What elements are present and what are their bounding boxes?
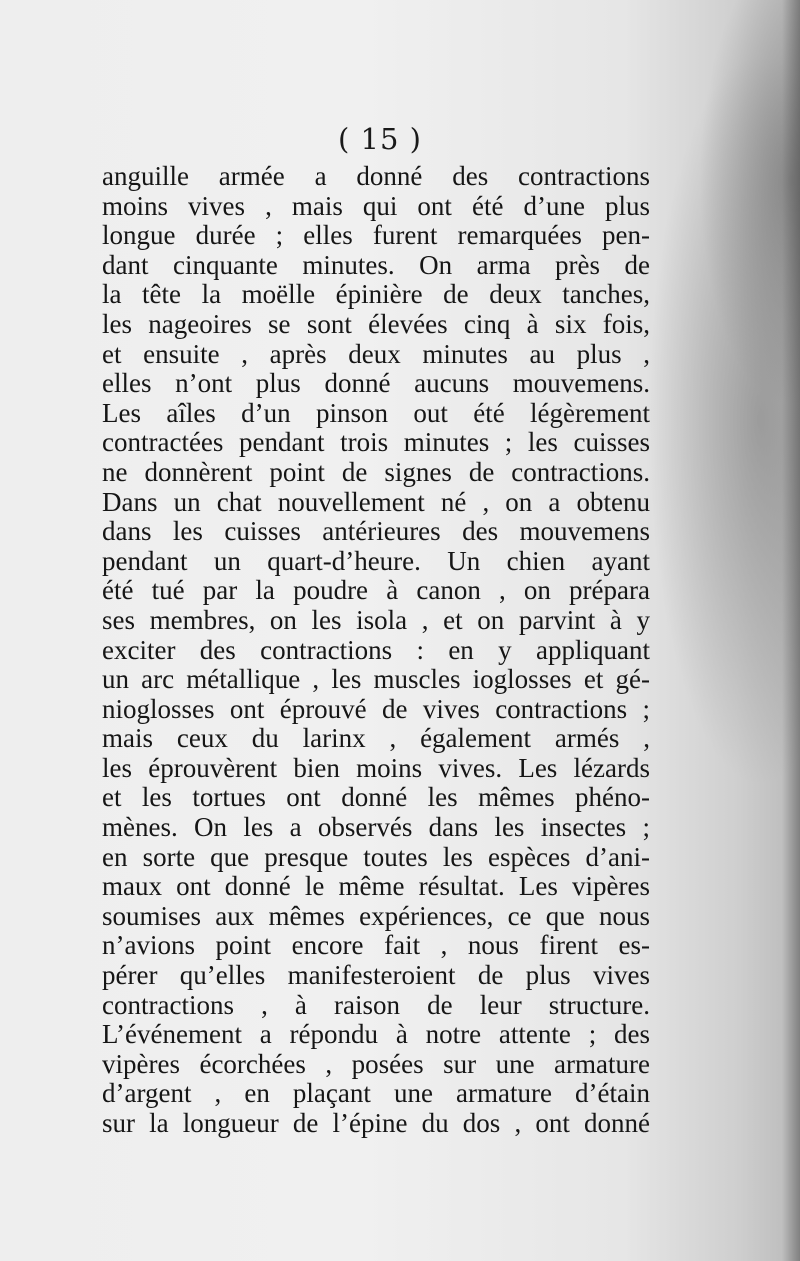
- text-line: les nageoires se sont élevées cinq à six fois,: [102, 308, 650, 339]
- text-line: maux ont donné le même résultat. Les vipères: [102, 871, 650, 902]
- text-line: ne donnèrent point de signes de contractions.: [102, 456, 650, 487]
- text-line: L’événement a répondu à notre attente ; des: [102, 1019, 650, 1050]
- text-line: en sorte que presque toutes les espèces d’ani-: [102, 841, 650, 872]
- text-line: pendant un quart-d’heure. Un chien ayant: [102, 545, 650, 576]
- body-text: [102, 162, 650, 1139]
- text-line: anguille armée a donné des contractions: [102, 161, 650, 191]
- text-line: pérer qu’elles manifesteroient de plus vives: [102, 960, 650, 991]
- text-line: ses membres, on les isola , et on parvint à y: [102, 604, 650, 635]
- text-line: contractées pendant trois minutes ; les cuisses: [102, 427, 650, 458]
- text-line: dans les cuisses antérieures des mouvemens: [102, 516, 650, 547]
- text-line: vipères écorchées , posées sur une armature: [102, 1048, 650, 1079]
- text-line: Dans un chat nouvellement né , on a obtenu: [102, 486, 650, 517]
- page-gutter-shadow: [782, 0, 800, 1261]
- text-line: elles n’ont plus donné aucuns mouvemens.: [102, 368, 650, 399]
- text-line: contractions , à raison de leur structure.: [102, 989, 650, 1020]
- text-line: soumises aux mêmes expériences, ce que nous: [102, 900, 650, 931]
- page-number: ( 15 ): [338, 122, 422, 156]
- text-line: d’argent , en plaçant une armature d’étain: [102, 1078, 650, 1109]
- text-line: la tête la moëlle épinière de deux tanches,: [102, 279, 650, 310]
- text-line: été tué par la poudre à canon , on prépara: [102, 575, 650, 606]
- text-line: Les aîles d’un pinson out été légèrement: [102, 397, 650, 428]
- text-line: sur la longueur de l’épine du dos , ont donné: [102, 1108, 650, 1138]
- text-line: dant cinquante minutes. On arma près de: [102, 249, 650, 280]
- text-line: et ensuite , après deux minutes au plus ,: [102, 338, 650, 369]
- text-line: exciter des contractions : en y appliquant: [102, 634, 650, 665]
- text-line: n’avions point encore fait , nous firent es-: [102, 930, 650, 961]
- text-line: nioglosses ont éprouvé de vives contractions ;: [102, 693, 650, 724]
- text-line: mais ceux du larinx , également armés ,: [102, 723, 650, 754]
- text-line: longue durée ; elles furent remarquées pen-: [102, 220, 650, 251]
- text-line: un arc métallique , les muscles ioglosses et gé-: [102, 664, 650, 695]
- text-line: moins vives , mais qui ont été d’une plus: [102, 190, 650, 221]
- text-line: les éprouvèrent bien moins vives. Les lézards: [102, 752, 650, 783]
- text-line: et les tortues ont donné les mêmes phéno-: [102, 782, 650, 813]
- text-line: mènes. On les a observés dans les insectes ;: [102, 812, 650, 843]
